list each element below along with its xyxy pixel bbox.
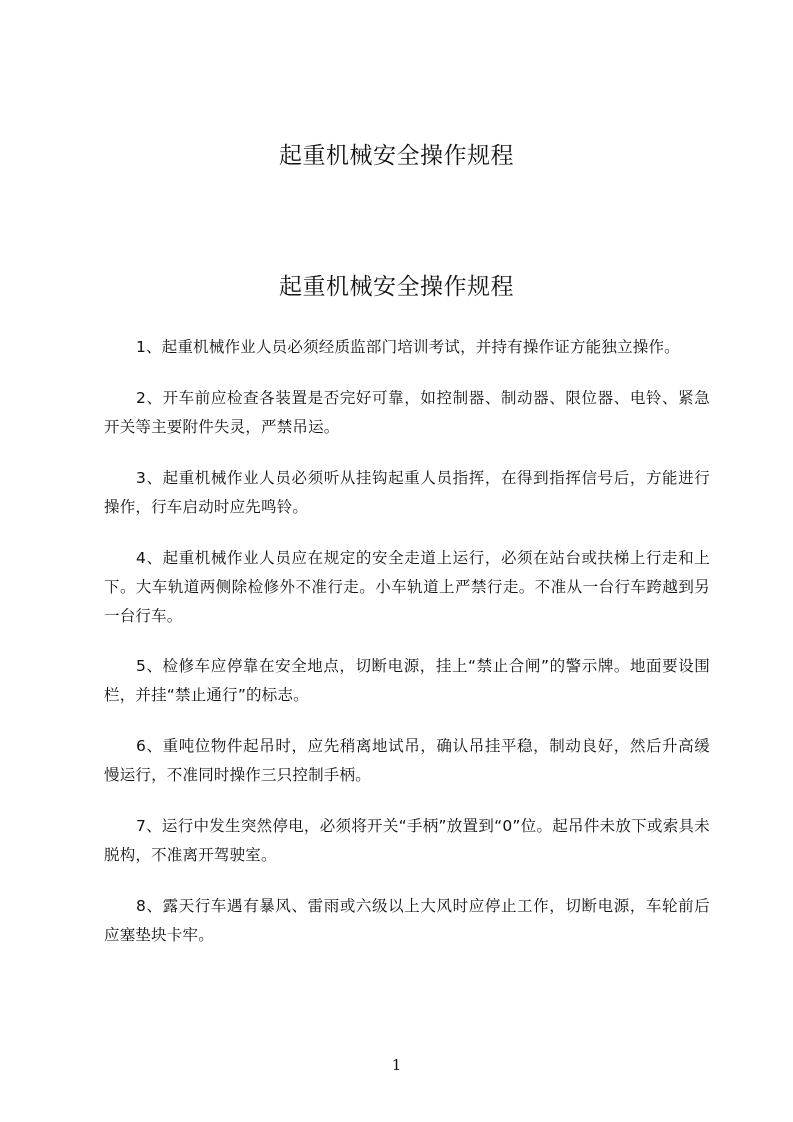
rule-item-5: 5、检修车应停靠在安全地点，切断电源，挂上“禁止合闸”的警示牌。地面要设围栏，并挂“禁止通行”的标志。 <box>104 657 710 704</box>
rule-item-6: 6、重吨位物件起吊时，应先稍离地试吊，确认吊挂平稳，制动良好，然后升高缓慢运行，不准同时操作三只控制手柄。 <box>104 737 710 784</box>
rule-item-3: 3、起重机械作业人员必须听从挂钩起重人员指挥，在得到指挥信号后，方能进行操作，行车启动时应先鸣铃。 <box>104 469 710 516</box>
rule-item-7: 7、运行中发生突然停电，必须将开关“手柄”放置到“0”位。起吊件未放下或索具未脱构，不准离开驾驶室。 <box>104 817 710 864</box>
page-number: 1 <box>391 1056 402 1074</box>
rule-item-8: 8、露天行车遇有暴风、雷雨或六级以上大风时应停止工作，切断电源，车轮前后应塞垫块卡牢。 <box>104 897 710 944</box>
rule-item-1: 1、起重机械作业人员必须经质监部门培训考试，并持有操作证方能独立操作。 <box>136 338 680 356</box>
document-title: 起重机械安全操作规程 <box>279 274 514 300</box>
page-header-title: 起重机械安全操作规程 <box>279 143 514 169</box>
rule-item-2: 2、开车前应检查各装置是否完好可靠，如控制器、制动器、限位器、电铃、紧急开关等主要附件失灵，严禁吊运。 <box>104 389 710 436</box>
rule-item-4: 4、起重机械作业人员应在规定的安全走道上运行，必须在站台或扶梯上行走和上下。大车轨道两侧除检修外不准行走。小车轨道上严禁行走。不准从一台行车跨越到另一台行车。 <box>104 549 710 625</box>
